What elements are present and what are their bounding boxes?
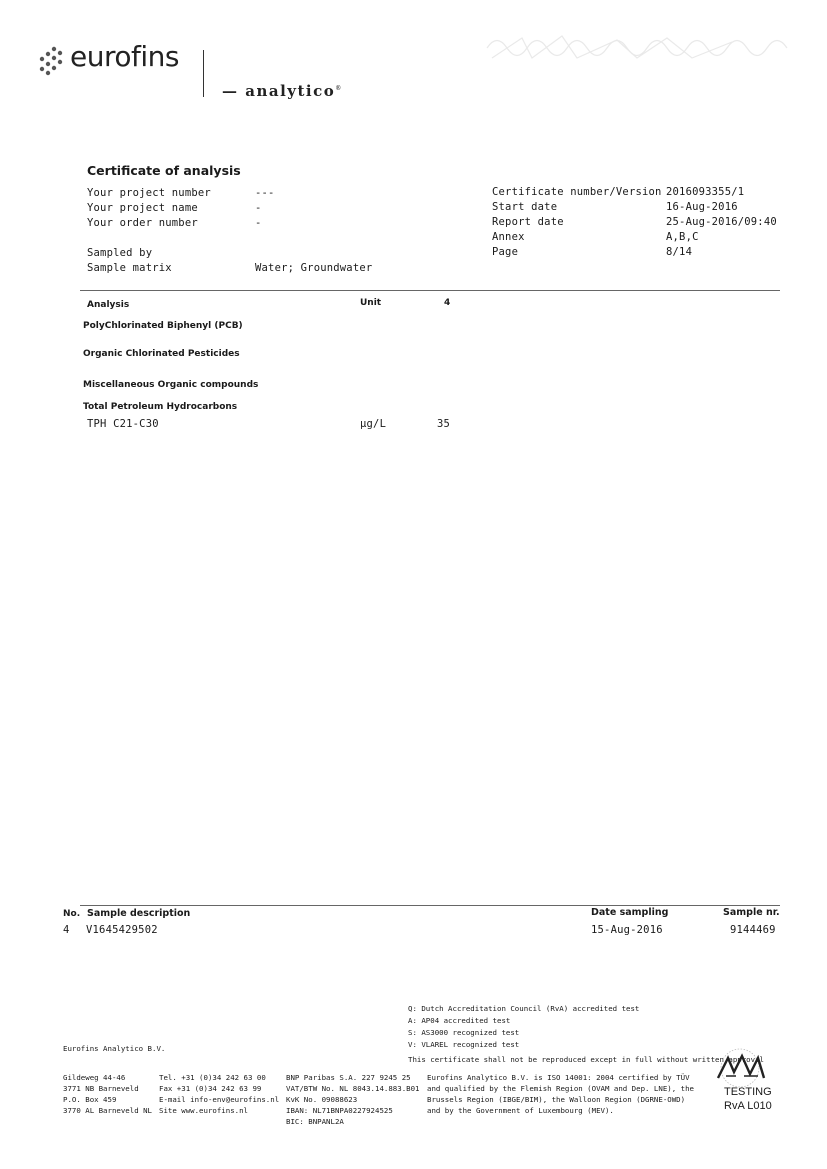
logo-divider xyxy=(203,50,204,97)
field-value-order-number: - xyxy=(255,217,262,229)
group-tph: Total Petroleum Hydrocarbons xyxy=(83,402,238,412)
legend-a: A: AP04 accredited test xyxy=(408,1016,511,1025)
samples-header-no: No. xyxy=(63,909,81,919)
footer-accreditation-2: and qualified by the Flemish Region (OVAM and Dep. LNE), the xyxy=(427,1084,694,1093)
footer-bank-5: BIC: BNPANL2A xyxy=(286,1117,344,1126)
field-value-annex: A,B,C xyxy=(666,231,699,243)
brand-logo-text: eurofins xyxy=(70,40,179,73)
field-label-annex: Annex xyxy=(492,231,525,243)
sample-no: 4 xyxy=(63,924,70,936)
table-row xyxy=(0,418,827,432)
field-value-start-date: 16-Aug-2016 xyxy=(666,201,738,213)
sub-brand xyxy=(222,82,341,100)
sub-brand-prefix: — xyxy=(222,82,246,100)
footer-accreditation-3: Brussels Region (IBGE/BIM), the Walloon Region (DGRNE-OWD) xyxy=(427,1095,686,1104)
field-label-order-number: Your order number xyxy=(87,217,198,229)
row-unit: µg/L xyxy=(360,418,387,430)
stamp-testing: TESTING xyxy=(724,1086,772,1098)
faded-stamp-artifact xyxy=(482,28,804,68)
header-sample-col: 4 xyxy=(444,298,451,308)
field-value-report-date: 25-Aug-2016/09:40 xyxy=(666,216,777,228)
footer-bank-3: KvK No. 09088623 xyxy=(286,1095,358,1104)
sample-date: 15-Aug-2016 xyxy=(591,924,663,936)
header-unit: Unit xyxy=(360,298,382,308)
footer-fax: Fax +31 (0)34 242 63 99 xyxy=(159,1084,262,1093)
field-label-start-date: Start date xyxy=(492,201,558,213)
rva-logo-icon xyxy=(700,1044,780,1088)
field-label-page: Page xyxy=(492,246,519,258)
eurofins-logo-icon xyxy=(38,46,64,78)
field-value-project-name: - xyxy=(255,202,262,214)
footer-accreditation-4: and by the Government of Luxembourg (MEV). xyxy=(427,1106,614,1115)
field-label-sampled-by: Sampled by xyxy=(87,247,153,259)
field-label-project-name: Your project name xyxy=(87,202,198,214)
sample-row xyxy=(0,924,827,938)
rva-accreditation-stamp xyxy=(700,1044,780,1118)
samples-header-nr: Sample nr. xyxy=(723,907,780,918)
sample-description: V1645429502 xyxy=(86,924,158,936)
footer-address-4: 3770 AL Barneveld NL xyxy=(63,1106,152,1115)
legend-s: S: AS3000 recognized test xyxy=(408,1028,520,1037)
field-value-sample-matrix: Water; Groundwater xyxy=(255,262,373,274)
sub-brand-name: analytico xyxy=(245,82,336,100)
field-label-certificate-number: Certificate number/Version xyxy=(492,186,662,198)
header-analysis: Analysis xyxy=(87,300,130,310)
samples-header-description: Sample description xyxy=(87,908,191,919)
group-misc-organic: Miscellaneous Organic compounds xyxy=(83,380,259,390)
stamp-rva: RvA L010 xyxy=(724,1100,772,1112)
sample-nr: 9144469 xyxy=(730,924,776,936)
field-value-page: 8/14 xyxy=(666,246,693,258)
registered-mark: ® xyxy=(335,85,342,92)
footer-bank-1: BNP Paribas S.A. 227 9245 25 xyxy=(286,1073,411,1082)
field-value-certificate-number: 2016093355/1 xyxy=(666,186,745,198)
footer-company: Eurofins Analytico B.V. xyxy=(63,1044,166,1053)
footer-address-2: 3771 NB Barneveld xyxy=(63,1084,139,1093)
legend-q: Q: Dutch Accreditation Council (RvA) accredited test xyxy=(408,1004,640,1013)
legend-v: V: VLAREL recognized test xyxy=(408,1040,520,1049)
footer-bank-4: IBAN: NL71BNPA0227924525 xyxy=(286,1106,393,1115)
group-pesticides: Organic Chlorinated Pesticides xyxy=(83,349,240,359)
field-label-report-date: Report date xyxy=(492,216,564,228)
footer-bank-2: VAT/BTW No. NL 8043.14.883.B01 xyxy=(286,1084,420,1093)
samples-header-date: Date sampling xyxy=(591,907,669,918)
footer-address-1: Gildeweg 44-46 xyxy=(63,1073,126,1082)
row-value: 35 xyxy=(437,418,451,430)
field-value-project-number: --- xyxy=(255,187,275,199)
footer-site: Site www.eurofins.nl xyxy=(159,1106,248,1115)
footer-accreditation-1: Eurofins Analytico B.V. is ISO 14001: 2004 certified by TÜV xyxy=(427,1073,690,1082)
table-top-rule xyxy=(80,290,780,291)
certificate-title: Certificate of analysis xyxy=(87,163,241,178)
footer-disclaimer: This certificate shall not be reproduced except in full without written approval xyxy=(408,1055,764,1064)
field-label-project-number: Your project number xyxy=(87,187,211,199)
field-label-sample-matrix: Sample matrix xyxy=(87,262,172,274)
footer-tel: Tel. +31 (0)34 242 63 00 xyxy=(159,1073,266,1082)
group-pcb: PolyChlorinated Biphenyl (PCB) xyxy=(83,321,243,331)
row-analysis: TPH C21-C30 xyxy=(87,418,159,430)
footer-address-3: P.O. Box 459 xyxy=(63,1095,117,1104)
footer-email: E-mail info-env@eurofins.nl xyxy=(159,1095,280,1104)
samples-top-rule xyxy=(80,905,780,906)
